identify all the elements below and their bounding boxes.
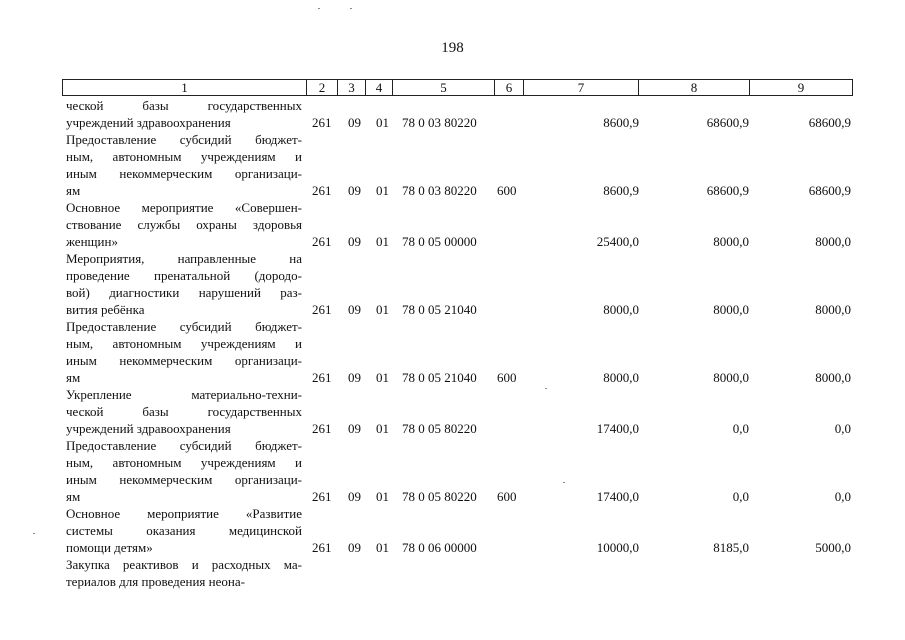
cell-col-4: 01 xyxy=(376,302,389,317)
cell-col-6: 600 xyxy=(497,370,517,385)
cell-col-5: 78 0 05 21040 xyxy=(402,302,477,317)
column-header-8: 8 xyxy=(639,80,750,96)
description-line: Предоставление субсидий бюджет- xyxy=(66,319,302,334)
cell-col-8: 68600,9 xyxy=(706,115,749,130)
cell-col-9: 8000,0 xyxy=(815,302,851,317)
page-number: 198 xyxy=(441,40,464,56)
cell-col-7: 25400,0 xyxy=(596,234,639,249)
cell-col-5: 78 0 06 00000 xyxy=(402,540,477,555)
cell-col-7: 8600,9 xyxy=(603,183,639,198)
cell-col-9: 68600,9 xyxy=(808,183,851,198)
cell-col-8: 8000,0 xyxy=(713,302,749,317)
table-row xyxy=(0,556,905,590)
cell-col-3: 09 xyxy=(348,489,361,504)
cell-col-7: 17400,0 xyxy=(596,489,639,504)
cell-col-8: 8000,0 xyxy=(713,234,749,249)
description-line: ствование службы охраны здоровья xyxy=(66,217,302,232)
scan-speck xyxy=(563,482,565,483)
cell-col-4: 01 xyxy=(376,183,389,198)
cell-col-3: 09 xyxy=(348,115,361,130)
description-line: Предоставление субсидий бюджет- xyxy=(66,438,302,453)
cell-col-3: 09 xyxy=(348,421,361,436)
row-description xyxy=(66,386,302,437)
description-line: Закупка реактивов и расходных ма- xyxy=(66,557,302,572)
cell-col-2: 261 xyxy=(312,489,332,504)
description-line: ям xyxy=(66,489,81,504)
cell-col-2: 261 xyxy=(312,183,332,198)
description-line: иным некоммерческим организаци- xyxy=(66,472,302,487)
column-header-7: 7 xyxy=(524,80,639,96)
description-line: учреждений здравоохранения xyxy=(66,115,231,130)
cell-col-9: 8000,0 xyxy=(815,234,851,249)
cell-col-8: 0,0 xyxy=(732,421,749,436)
table-row xyxy=(0,97,905,131)
cell-col-3: 09 xyxy=(348,302,361,317)
description-line: ям xyxy=(66,370,81,385)
column-header-3: 3 xyxy=(338,80,366,96)
cell-col-7: 17400,0 xyxy=(596,421,639,436)
description-line: ческой базы государственных xyxy=(66,98,302,113)
row-description xyxy=(66,131,302,199)
scan-speck xyxy=(350,8,352,9)
cell-col-2: 261 xyxy=(312,370,332,385)
table-row xyxy=(0,318,905,386)
description-line: териалов для проведения неона- xyxy=(66,574,245,589)
cell-col-5: 78 0 03 80220 xyxy=(402,115,477,130)
row-description xyxy=(66,318,302,386)
cell-col-2: 261 xyxy=(312,421,332,436)
description-line: ным, автономным учреждениям и xyxy=(66,149,302,164)
cell-col-5: 78 0 05 21040 xyxy=(402,370,477,385)
row-description xyxy=(66,97,302,131)
scan-speck xyxy=(318,8,320,9)
cell-col-4: 01 xyxy=(376,489,389,504)
table-row xyxy=(0,250,905,318)
cell-col-6: 600 xyxy=(497,489,517,504)
cell-col-7: 8000,0 xyxy=(603,370,639,385)
cell-col-7: 8600,9 xyxy=(603,115,639,130)
description-line: вой) диагностики нарушений раз- xyxy=(66,285,302,300)
column-header-row xyxy=(62,79,853,96)
column-header-5: 5 xyxy=(393,80,495,96)
cell-col-5: 78 0 05 00000 xyxy=(402,234,477,249)
description-line: Основное мероприятие «Совершен- xyxy=(66,200,302,215)
cell-col-9: 0,0 xyxy=(834,489,851,504)
cell-col-9: 5000,0 xyxy=(815,540,851,555)
cell-col-8: 8000,0 xyxy=(713,370,749,385)
description-line: иным некоммерческим организаци- xyxy=(66,166,302,181)
cell-col-8: 8185,0 xyxy=(713,540,749,555)
cell-col-4: 01 xyxy=(376,370,389,385)
row-description xyxy=(66,556,302,590)
description-line: помощи детям» xyxy=(66,540,153,555)
description-line: иным некоммерческим организаци- xyxy=(66,353,302,368)
row-description xyxy=(66,505,302,556)
description-line: женщин» xyxy=(66,234,118,249)
column-header-1: 1 xyxy=(63,80,307,96)
scan-speck xyxy=(33,533,35,534)
table-row xyxy=(0,131,905,199)
cell-col-3: 09 xyxy=(348,234,361,249)
cell-col-3: 09 xyxy=(348,370,361,385)
cell-col-5: 78 0 05 80220 xyxy=(402,489,477,504)
description-line: ям xyxy=(66,183,81,198)
description-line: Предоставление субсидий бюджет- xyxy=(66,132,302,147)
row-description xyxy=(66,199,302,250)
row-description xyxy=(66,437,302,505)
cell-col-7: 8000,0 xyxy=(603,302,639,317)
column-header-4: 4 xyxy=(366,80,393,96)
cell-col-2: 261 xyxy=(312,234,332,249)
cell-col-4: 01 xyxy=(376,234,389,249)
table-row xyxy=(0,437,905,505)
description-line: Основное мероприятие «Развитие xyxy=(66,506,302,521)
cell-col-4: 01 xyxy=(376,115,389,130)
cell-col-3: 09 xyxy=(348,183,361,198)
description-line: Мероприятия, направленные на xyxy=(66,251,302,266)
cell-col-7: 10000,0 xyxy=(596,540,639,555)
scan-speck xyxy=(545,388,547,389)
cell-col-8: 0,0 xyxy=(732,489,749,504)
cell-col-9: 8000,0 xyxy=(815,370,851,385)
cell-col-5: 78 0 05 80220 xyxy=(402,421,477,436)
cell-col-5: 78 0 03 80220 xyxy=(402,183,477,198)
cell-col-3: 09 xyxy=(348,540,361,555)
cell-col-4: 01 xyxy=(376,540,389,555)
description-line: системы оказания медицинской xyxy=(66,523,302,538)
cell-col-8: 68600,9 xyxy=(706,183,749,198)
cell-col-2: 261 xyxy=(312,115,332,130)
row-description xyxy=(66,250,302,318)
description-line: учреждений здравоохранения xyxy=(66,421,231,436)
table-row xyxy=(0,199,905,250)
cell-col-2: 261 xyxy=(312,302,332,317)
description-line: Укрепление материально-техни- xyxy=(66,387,302,402)
column-header-2: 2 xyxy=(307,80,338,96)
description-line: ческой базы государственных xyxy=(66,404,302,419)
column-header-9: 9 xyxy=(750,80,853,96)
cell-col-9: 68600,9 xyxy=(808,115,851,130)
column-header-6: 6 xyxy=(495,80,524,96)
cell-col-2: 261 xyxy=(312,540,332,555)
description-line: ным, автономным учреждениям и xyxy=(66,455,302,470)
description-line: вития ребёнка xyxy=(66,302,145,317)
cell-col-6: 600 xyxy=(497,183,517,198)
cell-col-4: 01 xyxy=(376,421,389,436)
description-line: ным, автономным учреждениям и xyxy=(66,336,302,351)
table-row xyxy=(0,505,905,556)
cell-col-9: 0,0 xyxy=(834,421,851,436)
table-row xyxy=(0,386,905,437)
description-line: проведение пренатальной (дородо- xyxy=(66,268,302,283)
